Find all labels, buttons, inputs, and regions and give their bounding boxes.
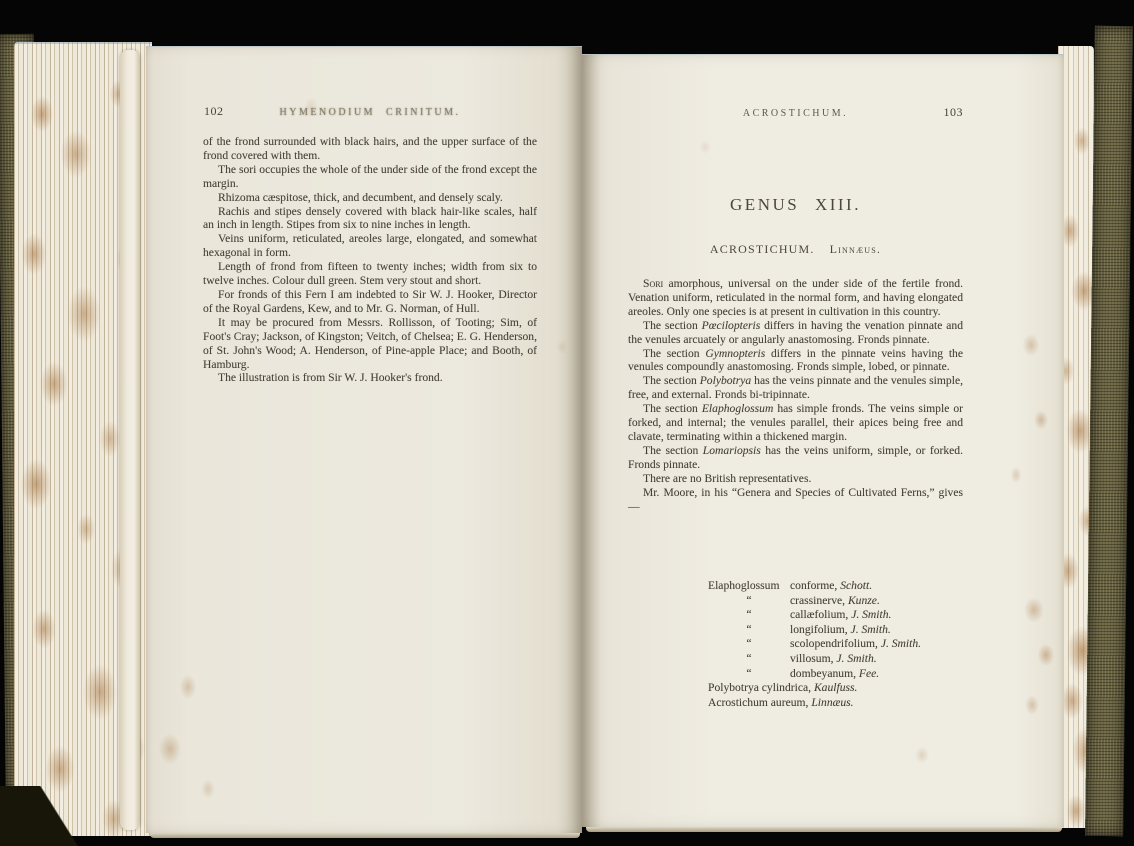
- text-segment: Lomariopsis: [702, 443, 761, 457]
- species-name: [790, 667, 879, 682]
- species-row: [708, 637, 1028, 652]
- text-segment: J. Smith.: [836, 651, 877, 665]
- text-segment: The section: [643, 443, 703, 457]
- text-segment: Gymnopteris: [705, 346, 766, 360]
- left-page-body: [203, 135, 537, 385]
- text-segment: Pœcilopteris: [701, 318, 761, 332]
- genus-subheading: [628, 242, 963, 257]
- paragraph: [203, 316, 537, 372]
- paragraph: [203, 135, 537, 163]
- text-segment: has the veins uniform, simple, or forked. Fronds pinnate.: [628, 443, 963, 471]
- ditto-mark: “: [746, 608, 752, 622]
- text-segment: The illustration is from Sir W. J. Hooker's frond.: [218, 371, 443, 385]
- text-segment: There are no British representatives.: [643, 471, 812, 485]
- species-row: [708, 652, 1028, 667]
- text-segment: The section: [643, 318, 702, 332]
- paragraph: [628, 444, 963, 472]
- text-segment: Fee.: [858, 666, 880, 680]
- text-segment: crassinerve,: [790, 593, 848, 607]
- text-segment: villosum,: [790, 651, 837, 665]
- text-segment: differs in the pinnate veins having the venules compoundly anastomosing. Fronds simple, lobed, or pinnate.: [628, 346, 963, 374]
- species-name: [790, 594, 880, 609]
- book-page-left: [146, 46, 582, 833]
- paragraph: [203, 163, 537, 191]
- paragraph: [203, 205, 537, 233]
- paragraph: [203, 260, 537, 288]
- text-segment: J. Smith.: [880, 637, 922, 651]
- text-segment: dombeyanum,: [790, 666, 859, 680]
- text-segment: callæfolium,: [790, 608, 852, 622]
- text-segment: Rhizoma cæspitose, thick, and decumbent, and densely scaly.: [218, 190, 503, 204]
- paragraph: [203, 288, 537, 316]
- genus-name: Elaphoglossum: [708, 579, 780, 592]
- species-row: [708, 579, 1028, 594]
- text-segment: Linnæus.: [811, 695, 854, 709]
- paragraph: [203, 371, 537, 385]
- text-segment: Schott.: [840, 579, 873, 592]
- text-segment: The section: [643, 374, 700, 388]
- species-name: [790, 652, 877, 667]
- species-row: [708, 667, 1028, 682]
- species-name: [790, 608, 891, 623]
- species-row: [708, 608, 1028, 623]
- species-name: [790, 579, 872, 594]
- text-segment: For fronds of this Fern I am indebted to Sir W. J. Hooker, Director of the Royal Gardens, Kew, and to Mr. G. Norman, of Hull.: [203, 287, 537, 315]
- text-segment: The sori occupies the whole of the under side of the frond except the margin.: [203, 162, 537, 190]
- genus-heading: GENUS XIII.: [730, 195, 861, 214]
- text-segment: Sori: [643, 277, 664, 290]
- text-segment: Rachis and stipes densely covered with black hair-like scales, half an inch in length. Stipes from six to nine inches in length.: [203, 204, 537, 232]
- text-segment: scolopendrifolium,: [790, 637, 881, 651]
- text-segment: Veins uniform, reticulated, areoles large, elongated, and somewhat hexagonal in form.: [203, 232, 537, 260]
- paragraph: [628, 374, 963, 402]
- paragraph: [628, 402, 963, 444]
- page-edge-highlight: [120, 50, 140, 830]
- right-page-body: [628, 277, 963, 513]
- paragraph: [628, 472, 963, 486]
- ditto-mark: “: [746, 593, 752, 607]
- species-row: [708, 623, 1028, 638]
- species-list: [708, 579, 1028, 710]
- ditto-mark: “: [746, 637, 752, 651]
- ditto-mark: “: [746, 666, 752, 680]
- text-segment: Polybotrya: [699, 374, 752, 388]
- left-running-title: HYMENODIUM CRINITUM.: [279, 107, 461, 118]
- text-segment: differs in having the venation pinnate and the venules arcuately or angularly anastomosing. Fronds pinnate.: [628, 318, 963, 346]
- right-running-title: ACROSTICHUM.: [742, 108, 849, 119]
- text-segment: It may be procured from Messrs. Rollisson, of Tooting; Sim, of Foot's Cray; Jackson, of Kingston; Veitch, of Chelsea; E. G. Henderson, of St. John's Wood; A. Henderson, of Pine-apple Place; and Booth, of Hamburg.: [203, 315, 537, 371]
- ditto-mark: “: [746, 622, 752, 636]
- paragraph: [628, 486, 963, 514]
- text-segment: has simple fronds. The veins simple or forked, and internal; the venules parallel, their apices being free and clavate, terminating within a thickened margin.: [628, 402, 963, 443]
- text-segment: J. Smith.: [850, 622, 891, 636]
- paragraph: [628, 347, 963, 375]
- text-segment: Length of frond from fifteen to twenty inches; width from six to twelve inches. Colour dull green. Stem very stout and short.: [203, 260, 537, 288]
- right-page-number: 103: [943, 105, 963, 119]
- text-segment: longifolium,: [790, 622, 851, 636]
- text-segment: Linnæus.: [829, 242, 882, 256]
- left-page-number: 102: [204, 104, 224, 118]
- species-name: [790, 623, 891, 638]
- text-segment: has the veins pinnate and the venules simple, free, and external. Fronds bi-tripinnate.: [628, 374, 963, 402]
- paragraph: [203, 232, 537, 260]
- paragraph: [203, 191, 537, 205]
- species-row: [708, 594, 1028, 609]
- paragraph: [628, 319, 963, 347]
- text-segment: Kunze.: [847, 593, 880, 607]
- text-segment: Kaulfuss.: [813, 681, 858, 695]
- text-segment: Elaphoglossum: [701, 402, 774, 416]
- book-page-right: [582, 54, 1064, 827]
- cover-corner-bottom-left: [0, 786, 130, 846]
- paragraph: [628, 277, 963, 319]
- text-segment: ACROSTICHUM.: [709, 242, 815, 256]
- species-name: [790, 637, 921, 652]
- species-full-name: [708, 681, 857, 696]
- ditto-mark: “: [746, 651, 752, 665]
- species-row: [708, 681, 1028, 696]
- text-segment: Mr. Moore, in his “Genera and Species of Cultivated Ferns,” gives—: [628, 485, 963, 513]
- species-row: [708, 696, 1028, 711]
- text-segment: J. Smith.: [851, 608, 892, 622]
- text-segment: The section: [643, 346, 706, 360]
- text-segment: Polybotrya cylindrica,: [708, 681, 814, 695]
- text-segment: Acrostichum aureum,: [708, 695, 812, 709]
- text-segment: amorphous, universal on the under side of the fertile frond. Venation uniform, reticulated in the normal form, and having elongated areoles. Only one species is at present in cultivation in this country.: [628, 277, 963, 318]
- species-full-name: [708, 696, 854, 711]
- text-segment: conforme,: [790, 579, 841, 592]
- text-segment: The section: [643, 402, 702, 416]
- text-segment: of the frond surrounded with black hairs, and the upper surface of the frond covered with them.: [203, 135, 537, 162]
